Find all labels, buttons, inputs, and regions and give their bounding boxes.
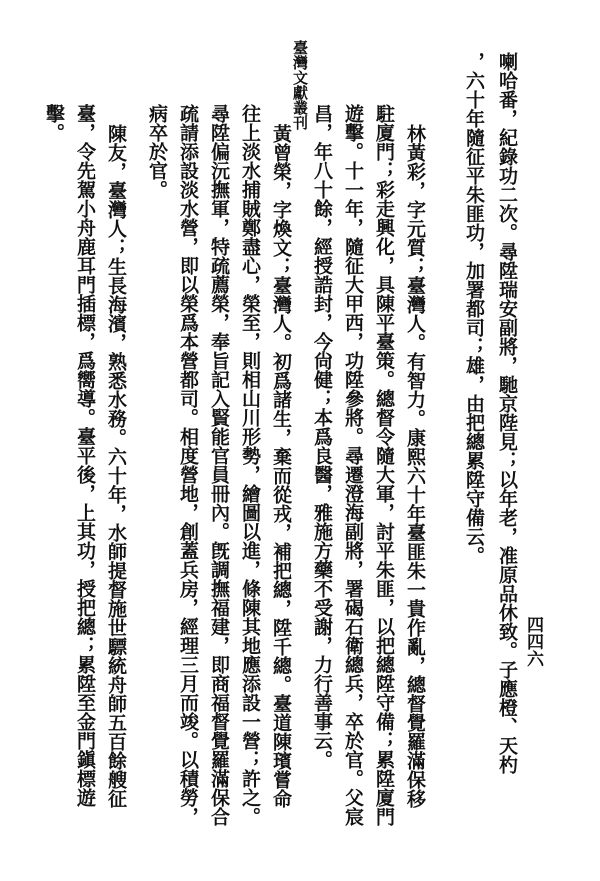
text-column-3: 林黃彩，字元質；臺灣人。有智力。康熙六十年臺匪朱一貴作亂，總督覺羅滿保移 [404,124,426,808]
text-column-1: 喇哈番，紀錄功二次。尋陞瑞安副將，馳京陛見；以年老，准原品休致。子應橙、天杓 [496,52,518,774]
text-column-8: 往上淡水捕賊鄭盡心，榮至，則相山川形勢，繪圖以進，條陳其地應添設一營；許之。 [239,104,261,826]
text-column-9: 尋陞偏沅撫軍，特疏薦榮，奉旨記入賢能官員冊內。旣調撫福建，即商福督覺羅滿保合 [208,104,230,826]
text-column-13: 臺，令先駕小舟鹿耳門插標，爲嚮導。臺平後，上其功，授把總；累陞至金門鎭標遊 [74,104,96,807]
text-column-5: 遊擊。十一年，隨征大甲西，功陞參將。尋遷澄海副將，署碣石衛總兵，卒於官。父宸 [342,104,364,826]
text-column-7: 黃曾榮，字煥文；臺灣人。初爲諸生，棄而從戎，補把總，陞千總。臺道陳璸嘗命 [270,124,292,808]
text-column-12: 陳友，臺灣人；生長海濱，熟悉水務。六十年，水師提督施世驃統舟師五百餘艘征 [105,124,127,808]
text-column-6: 昌，年八十餘，經授誥封，今尙健；本爲良醫，雅施方藥不受謝，力行善事云。 [311,104,333,769]
text-column-4: 駐廈門；彩走興化，具陳平臺策。總督令隨大軍，討平朱匪，以把總陞守備；累陞廈門 [373,104,395,826]
text-column-10: 疏請添設淡水營，即以榮爲本營都司。相度營地，創蓋兵房，經理三月而竣。以積勞， [177,104,199,826]
running-header-title: 臺灣文獻叢刊 [291,40,309,130]
page-number: 四四六 [523,616,543,667]
text-column-2: ，六十年隨征平朱匪功，加署都司；雄，由把總累陞守備云。 [463,52,485,565]
text-column-14: 擊。 [43,104,65,142]
text-column-11: 病卒於官。 [146,104,168,199]
